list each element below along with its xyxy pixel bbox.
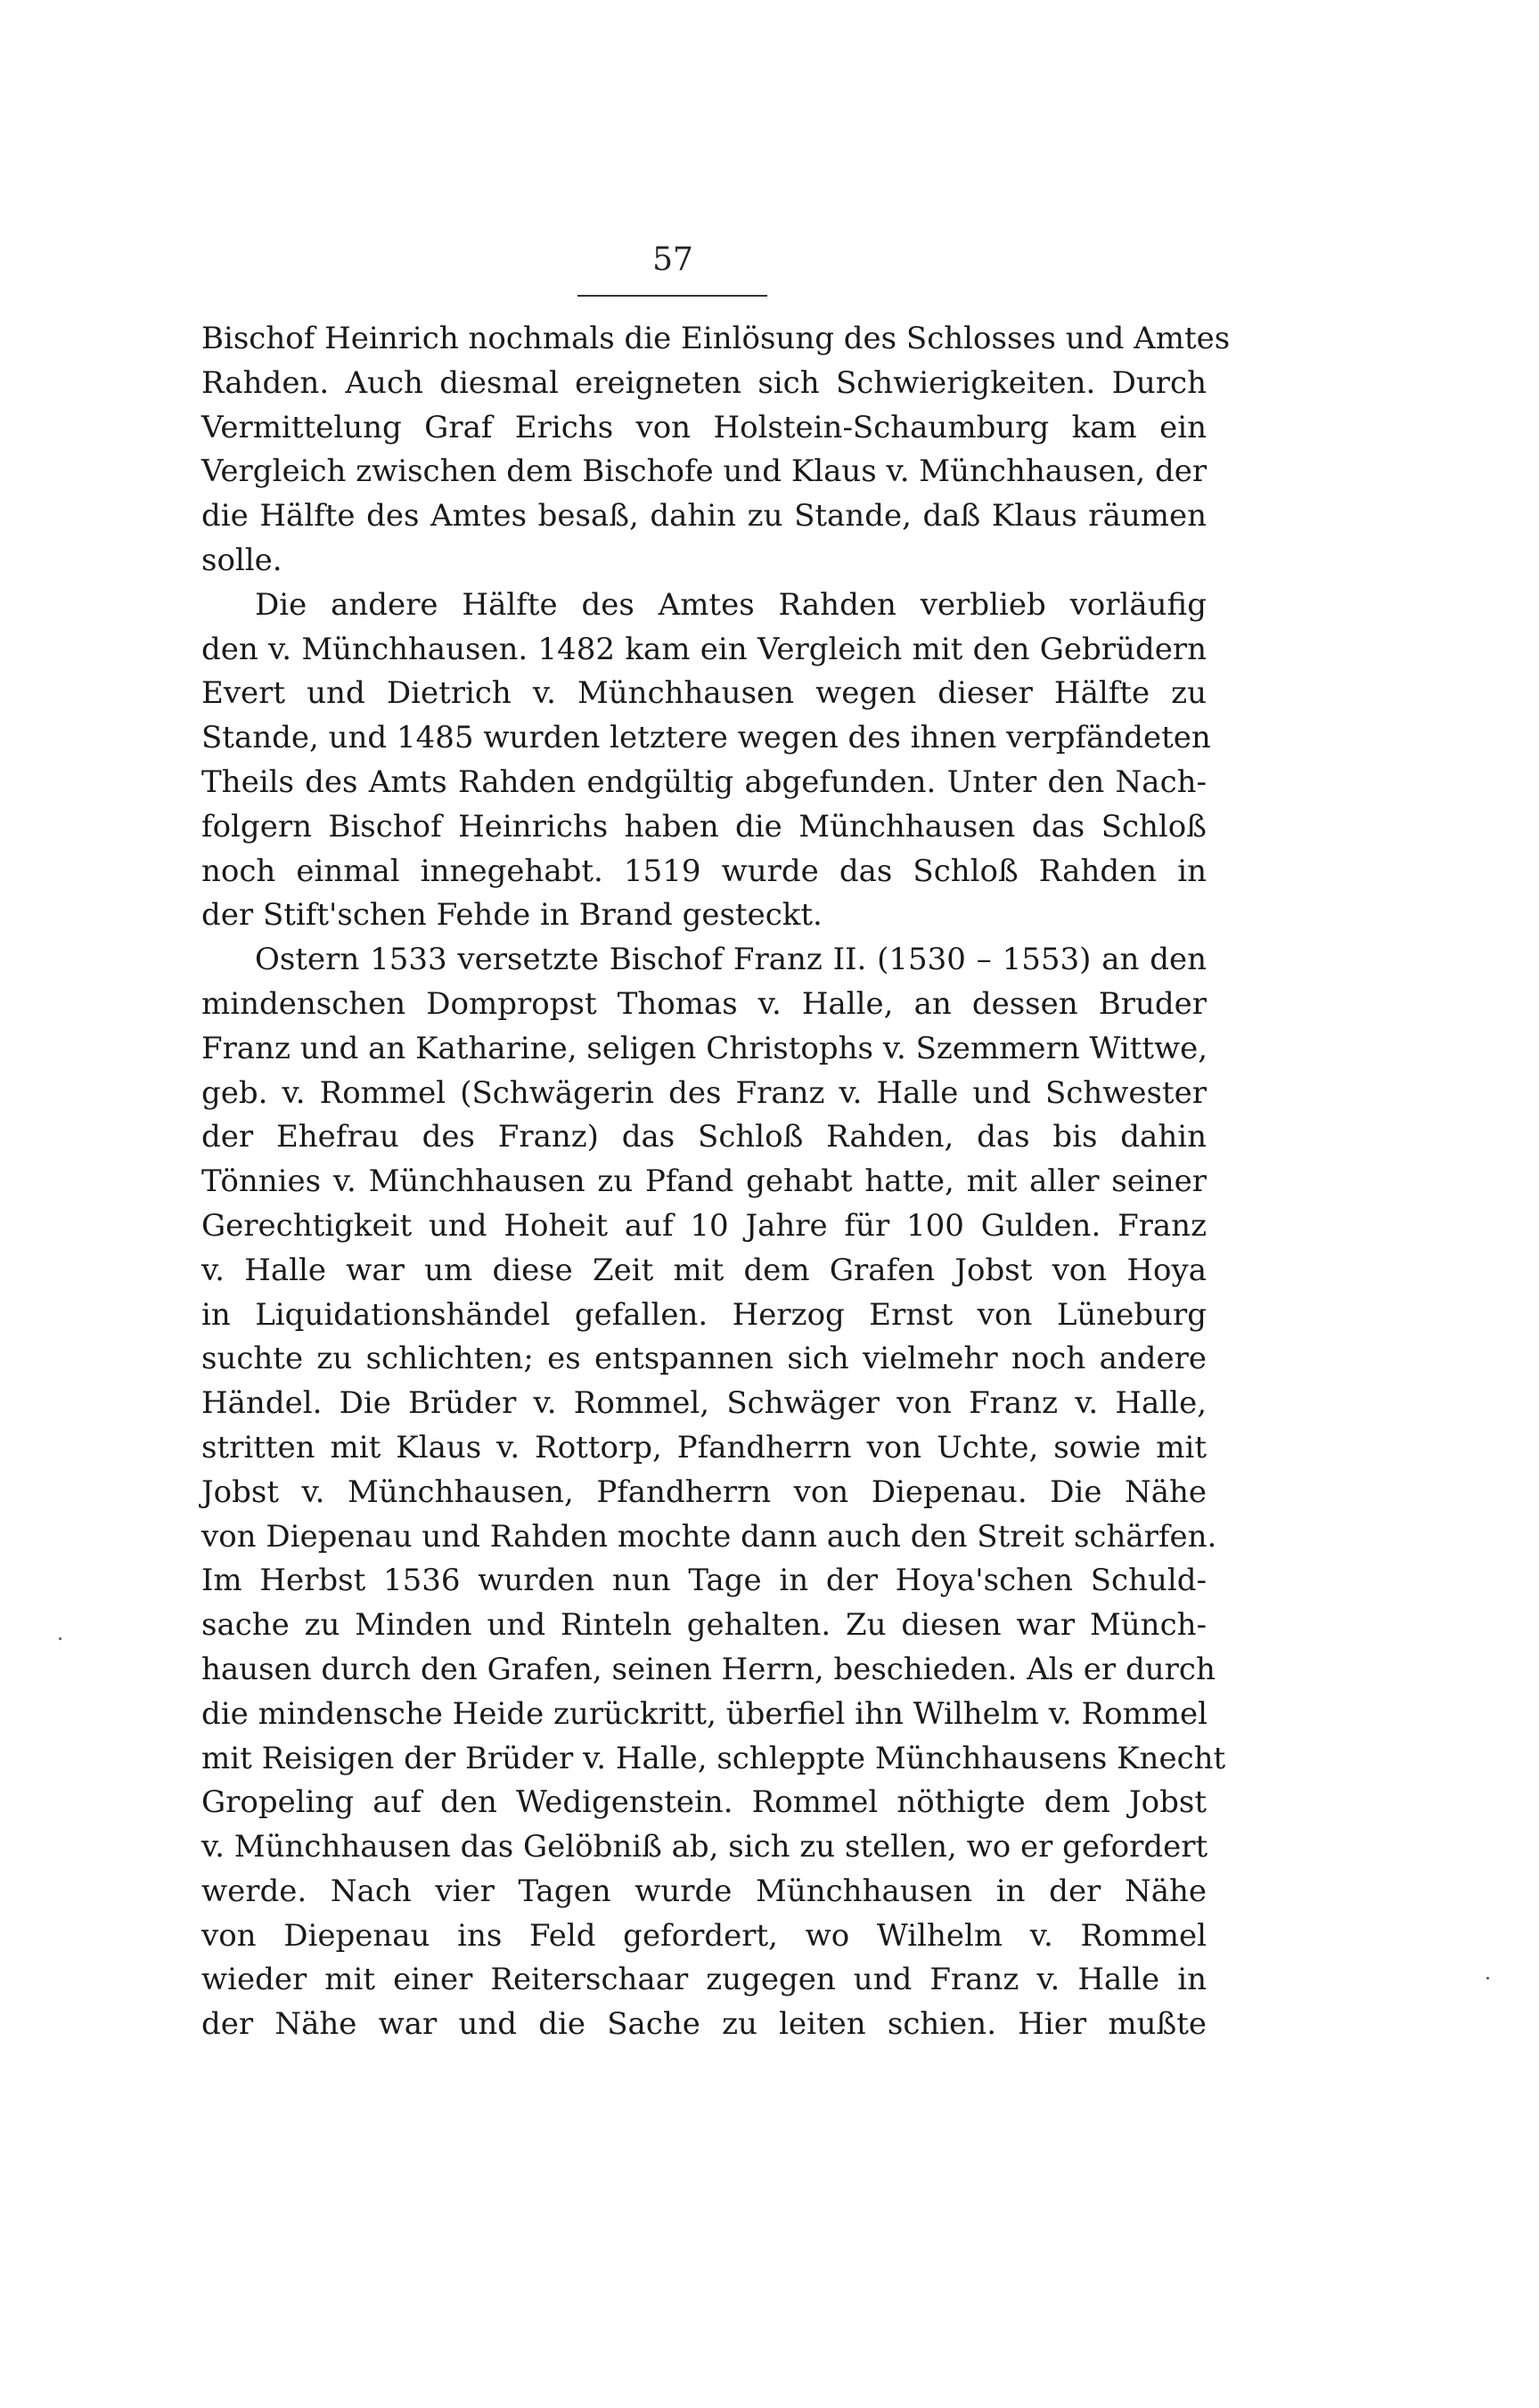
text-line: von Diepenau ins Feld gefordert, wo Wilhelm v. Rommel: [201, 1917, 1207, 1954]
scan-speck: [59, 1637, 61, 1640]
text-line: Tönnies v. Münchhausen zu Pfand gehabt hatte, mit aller seiner: [201, 1163, 1207, 1200]
text-line: v. Münchhausen das Gelöbniß ab, sich zu stellen, wo er gefordert: [201, 1829, 1208, 1865]
text-line: Ostern 1533 versetzte Bischof Franz II. (1530 – 1553) an den: [255, 942, 1207, 978]
text-line: hausen durch den Grafen, seinen Herrn, beschieden. Als er durch: [201, 1651, 1216, 1687]
text-line: die mindensche Heide zurückritt, überfiel ihn Wilhelm v. Rommel: [201, 1695, 1208, 1732]
text-line: geb. v. Rommel (Schwägerin des Franz v. Halle und Schwester: [201, 1074, 1207, 1111]
header-rule: [577, 295, 767, 297]
text-line: Händel. Die Brüder v. Rommel, Schwäger von Franz v. Halle,: [201, 1385, 1207, 1422]
scan-speck: [1486, 1977, 1489, 1979]
text-line: Im Herbst 1536 wurden nun Tage in der Hoya'schen Schuld-: [201, 1563, 1207, 1599]
text-line: den v. Münchhausen. 1482 kam ein Vergleich mit den Gebrüdern: [201, 631, 1207, 667]
text-line: der Stift'schen Fehde in Brand gesteckt.: [201, 897, 823, 934]
text-line: noch einmal innegehabt. 1519 wurde das Schloß Rahden in: [201, 853, 1207, 889]
text-line: folgern Bischof Heinrichs haben die Münchhausen das Schloß: [201, 808, 1207, 845]
text-line: Gerechtigkeit und Hoheit auf 10 Jahre für 100 Gulden. Franz: [201, 1207, 1207, 1244]
text-line: der Nähe war und die Sache zu leiten schien. Hier mußte: [201, 2006, 1207, 2043]
text-line: in Liquidationshändel gefallen. Herzog Ernst von Lüneburg: [201, 1296, 1207, 1333]
text-line: wieder mit einer Reiterschaar zugegen und Franz v. Halle in: [201, 1962, 1207, 1998]
text-line: sache zu Minden und Rinteln gehalten. Zu diesen war Münch-: [201, 1607, 1207, 1644]
text-line: Rahden. Auch diesmal ereigneten sich Schwierigkeiten. Durch: [201, 364, 1207, 401]
text-line: der Ehefrau des Franz) das Schloß Rahden, das bis dahin: [201, 1119, 1207, 1155]
text-line: Bischof Heinrich nochmals die Einlösung des Schlosses und Amtes: [201, 321, 1231, 356]
body-text: [201, 317, 1231, 2047]
text-line: Evert und Dietrich v. Münchhausen wegen dieser Hälfte zu: [201, 675, 1207, 712]
text-line: solle.: [201, 542, 282, 578]
text-line: stritten mit Klaus v. Rottorp, Pfandherrn von Uchte, sowie mit: [201, 1429, 1207, 1465]
text-line: Die andere Hälfte des Amtes Rahden verblieb vorläufig: [255, 586, 1207, 623]
text-line: Vermittelung Graf Erichs von Holstein-Schaumburg kam ein: [201, 409, 1207, 445]
text-line: werde. Nach vier Tagen wurde Münchhausen in der Nähe: [201, 1873, 1207, 1909]
text-line: die Hälfte des Amtes besaß, dahin zu Stande, daß Klaus räumen: [201, 498, 1207, 535]
text-line: Gropeling auf den Wedigenstein. Rommel nöthigte dem Jobst: [201, 1784, 1207, 1821]
text-line: Franz und an Katharine, seligen Christophs v. Szemmern Wittwe,: [201, 1030, 1208, 1066]
text-line: Stande, und 1485 wurden letztere wegen des ihnen verpfändeten: [201, 720, 1211, 756]
text-line: v. Halle war um diese Zeit mit dem Grafen Jobst von Hoya: [201, 1252, 1207, 1288]
text-line: Jobst v. Münchhausen, Pfandherrn von Diepenau. Die Nähe: [201, 1473, 1207, 1510]
text-line: von Diepenau und Rahden mochte dann auch den Streit schärfen.: [201, 1518, 1217, 1555]
page-number: 57: [652, 241, 693, 278]
text-line: mit Reisigen der Brüder v. Halle, schleppte Münchhausens Knecht: [201, 1740, 1226, 1776]
text-line: mindenschen Dompropst Thomas v. Halle, an dessen Bruder: [201, 985, 1207, 1022]
text-line: Theils des Amts Rahden endgültig abgefunden. Unter den Nach-: [201, 763, 1207, 800]
text-line: suchte zu schlichten; es entspannen sich vielmehr noch andere: [201, 1341, 1207, 1377]
text-line: Vergleich zwischen dem Bischofe und Klaus v. Münchhausen, der: [201, 453, 1207, 490]
